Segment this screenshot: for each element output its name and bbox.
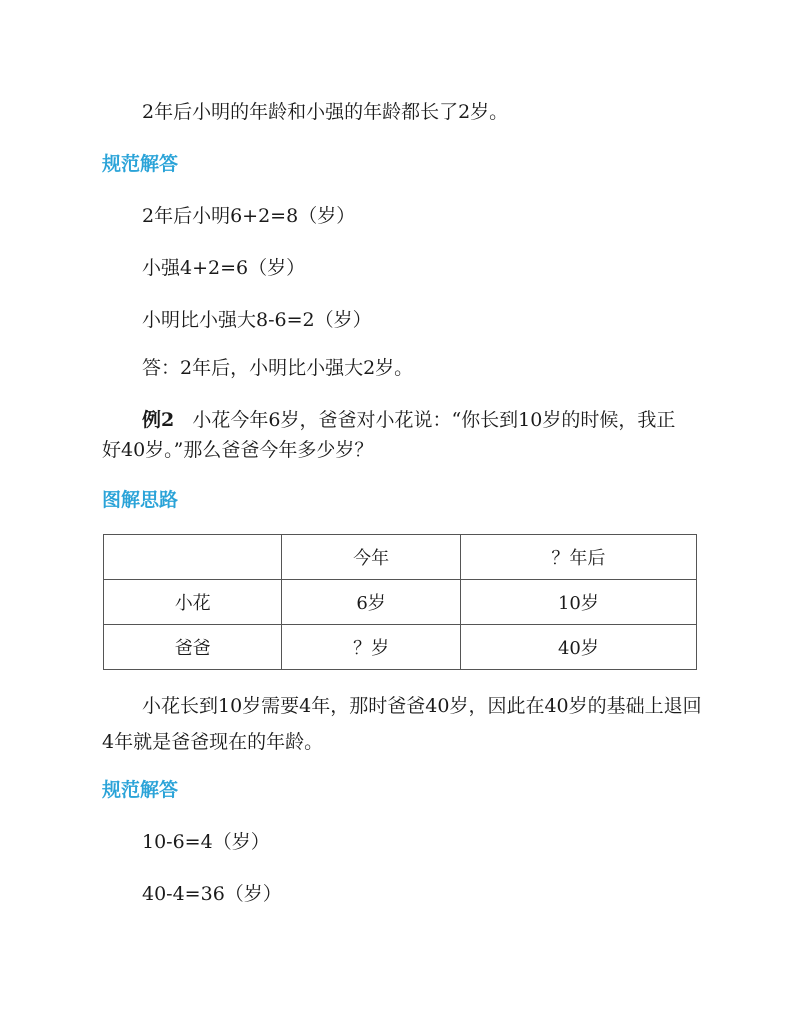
example-2-line-2: 好40岁。”那么爸爸今年多少岁？ (102, 439, 374, 461)
age-table (103, 534, 697, 670)
table-header-cell (104, 535, 282, 580)
table-cell: 爸爸 (104, 625, 282, 670)
table-cell: ？岁 (282, 625, 460, 670)
example-2-label: 例2 (142, 409, 175, 431)
table-header-cell: ？年后 (460, 535, 696, 580)
heading-standard-answer-1: 规范解答 (102, 153, 179, 175)
example-2-line-1 (142, 408, 675, 432)
table-cell: 6岁 (282, 580, 460, 625)
table-cell: 40岁 (460, 625, 696, 670)
example-2-text-1: 小花今年6岁，爸爸对小花说：“你长到10岁的时候，我正 (192, 409, 676, 431)
answer-2-line-1: 10-6=4（岁） (142, 831, 270, 853)
paragraph-growth: 2年后小明的年龄和小强的年龄都长了2岁。 (142, 101, 509, 123)
heading-standard-answer-2: 规范解答 (102, 779, 179, 801)
table-header-cell: 今年 (282, 535, 460, 580)
explanation-line-1: 小花长到10岁需要4年，那时爸爸40岁，因此在40岁的基础上退回 (142, 695, 702, 717)
table-header-row (104, 535, 697, 580)
answer-line-2: 小强4+2=6（岁） (142, 257, 306, 279)
table-cell: 10岁 (460, 580, 696, 625)
heading-diagram-approach: 图解思路 (102, 489, 179, 511)
table-row (104, 580, 697, 625)
explanation-line-2: 4年就是爸爸现在的年龄。 (102, 731, 324, 753)
table-cell: 小花 (104, 580, 282, 625)
answer-line-1: 2年后小明6+2=8（岁） (142, 205, 356, 227)
answer-line-4: 答：2年后，小明比小强大2岁。 (142, 357, 414, 379)
answer-2-line-2: 40-4=36（岁） (142, 883, 282, 905)
table-row (104, 625, 697, 670)
answer-line-3: 小明比小强大8-6=2（岁） (142, 309, 372, 331)
